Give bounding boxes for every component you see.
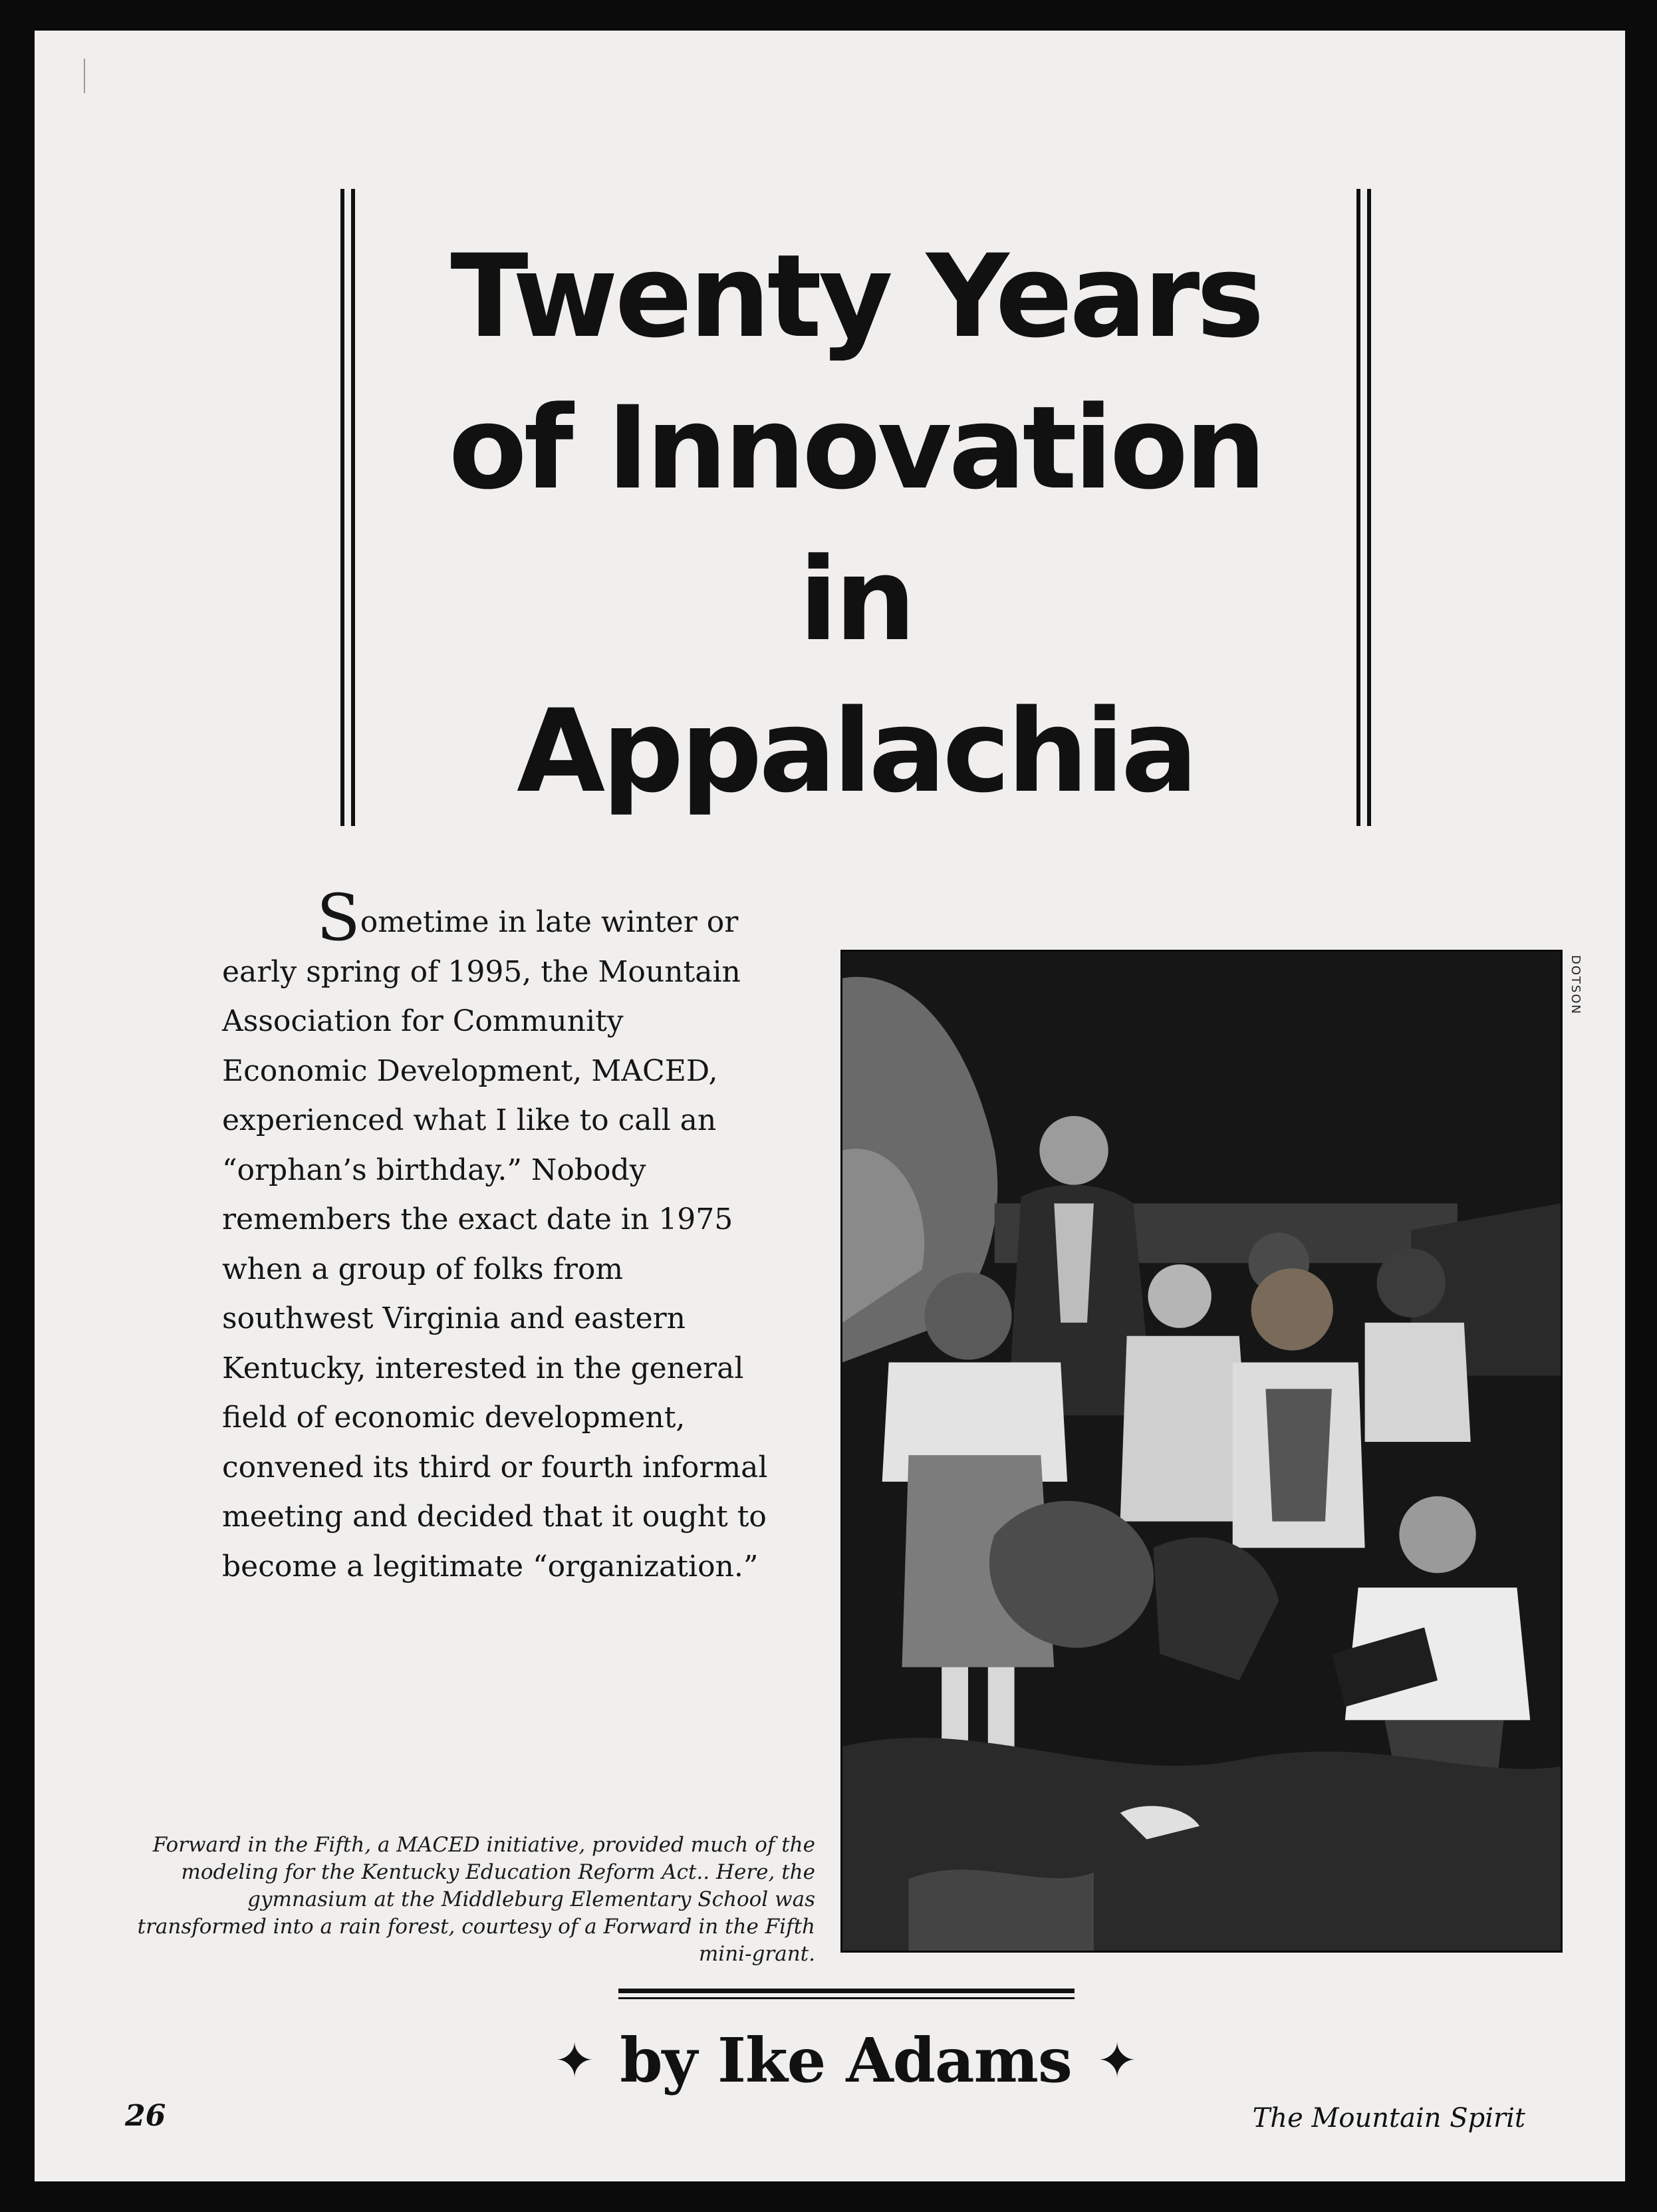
body-text: ometime in late winter or early spring of 1995, the Mountain Association for Community Economic Development, MACED, experienced what I like to call an “orphan’s birthday.” Nobody remembers the exact date in 1975 when a group of folks from southwest Virginia and eastern Kentucky, interested in the general field of economic development, convened its third or fourth informal meeting and decided that it ought to become a legitimate “organization.” xyxy=(222,905,768,1584)
title-line-3: in xyxy=(799,533,913,666)
star-ornament-icon: ✦ xyxy=(1096,2032,1138,2088)
title-rule-right xyxy=(1356,189,1371,826)
star-ornament-icon: ✦ xyxy=(554,2032,595,2088)
photo-credit: DOTSON xyxy=(1569,955,1583,1016)
title-line-2: of Innovation xyxy=(448,381,1263,515)
publication-name: The Mountain Spirit xyxy=(1252,2103,1525,2134)
scan-mark xyxy=(84,59,85,93)
page-number: 26 xyxy=(125,2099,166,2133)
title-rule-left xyxy=(340,189,355,826)
magazine-page xyxy=(35,31,1625,2181)
article-title xyxy=(367,221,1344,827)
title-frame xyxy=(340,189,1371,826)
byline-rule xyxy=(618,1989,1075,1999)
title-line-4: Appalachia xyxy=(517,684,1195,818)
byline xyxy=(500,2024,1192,2096)
rainforest-classroom-photo xyxy=(842,952,1561,1951)
title-line-1: Twenty Years xyxy=(450,229,1261,363)
photo-caption: Forward in the Fifth, a MACED initiative, provided much of the modeling for the Kentucky Education Reform Act.. Here, the gymnasium at the Middleburg Elementary School was transformed into a rain forest, courtesy of a Forward in the Fifth mini-grant. xyxy=(137,1833,815,1966)
article-photo xyxy=(840,950,1563,1953)
drop-cap: S xyxy=(317,881,360,955)
article-body xyxy=(222,881,774,1591)
byline-text: by Ike Adams xyxy=(620,2024,1072,2096)
